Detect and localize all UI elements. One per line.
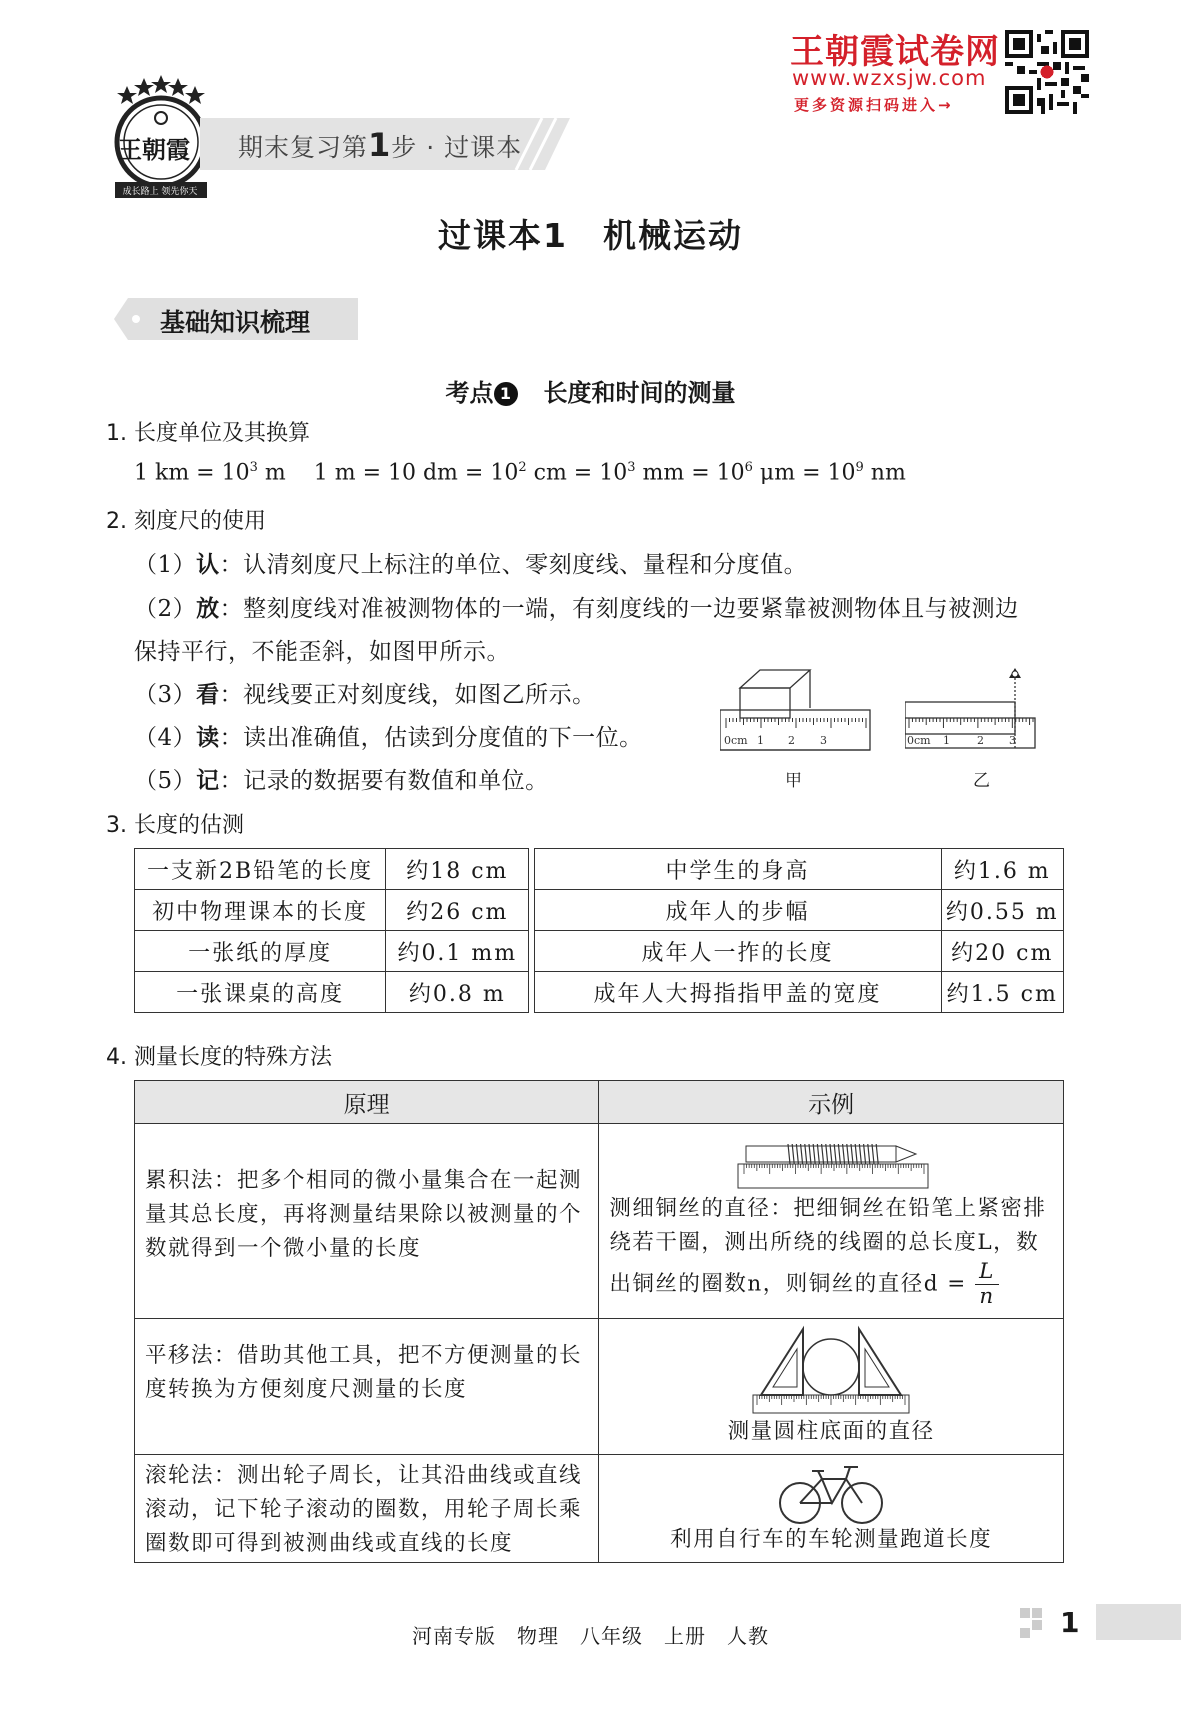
bicycle-icon	[776, 1459, 886, 1529]
method-example	[599, 1319, 1064, 1455]
brand-note: 更多资源扫码进入→	[794, 96, 954, 114]
usage-step: （4）读：读出准确值，估读到分度值的下一位。	[134, 725, 643, 751]
estimate-item: 成年人的步幅	[534, 890, 941, 931]
usage-step: （2）放：整刻度线对准被测物体的一端，有刻度线的一边要紧靠被测物体且与被测边	[134, 596, 1019, 622]
method-principle: 累积法：把多个相同的微小量集合在一起测量其总长度，再将测量结果除以被测量的个数就得到一个微小量的长度	[135, 1124, 599, 1319]
kaodian-number-badge: 1	[494, 382, 518, 406]
column-header-principle: 原理	[135, 1081, 599, 1124]
ruler-tick-label: 0cm	[724, 734, 748, 747]
estimate-row	[135, 890, 1064, 931]
kaodian-heading: 考点 1 长度和时间的测量	[445, 379, 736, 407]
ruler-tick-label: 1	[757, 734, 764, 747]
item-4-heading: 4. 测量长度的特殊方法	[106, 1045, 332, 1070]
estimate-row	[135, 972, 1064, 1013]
usage-step: （1）认：认清刻度尺上标注的单位、零刻度线、量程和分度值。	[134, 552, 808, 578]
estimate-row	[135, 931, 1064, 972]
item-1-heading: 1. 长度单位及其换算	[106, 421, 310, 446]
estimate-item: 成年人大拇指指甲盖的宽度	[534, 972, 941, 1013]
estimate-value: 约0.8 m	[386, 972, 529, 1013]
estimate-value: 约0.55 m	[941, 890, 1064, 931]
figure-ruler-placement	[720, 668, 890, 790]
page-corner-marks-icon	[1020, 1608, 1050, 1638]
estimate-value: 约1.6 m	[941, 849, 1064, 890]
ruler-tick-label: 3	[820, 734, 827, 747]
ruler-tick-label: 2	[977, 734, 984, 747]
estimate-item: 一张课桌的高度	[135, 972, 386, 1013]
item-2-heading: 2. 刻度尺的使用	[106, 509, 266, 534]
banner-label: 期末复习第1步 · 过课本	[238, 126, 523, 164]
figure-ruler-sightline	[905, 668, 1053, 790]
page-number: 1	[1060, 1606, 1080, 1639]
estimate-value: 约20 cm	[941, 931, 1064, 972]
estimate-row	[135, 849, 1064, 890]
method-principle: 平移法：借助其他工具，把不方便测量的长度转换为方便刻度尺测量的长度	[135, 1319, 599, 1455]
estimate-value: 约1.5 cm	[941, 972, 1064, 1013]
ruler-tick-label: 3	[1009, 734, 1016, 747]
triangle-cylinder-illustration	[751, 1325, 911, 1417]
estimate-item: 一张纸的厚度	[135, 931, 386, 972]
estimate-item: 一支新2B铅笔的长度	[135, 849, 386, 890]
estimate-value: 约0.1 mm	[386, 931, 529, 972]
estimate-item: 成年人一拃的长度	[534, 931, 941, 972]
ruler-tick-label: 2	[788, 734, 795, 747]
length-estimate-table	[134, 848, 1064, 1013]
page-title: 过课本1 机械运动	[438, 216, 743, 255]
figure-label-jia: 甲	[785, 771, 802, 790]
item-3-heading: 3. 长度的估测	[106, 813, 244, 838]
ruler-tick-label: 0cm	[907, 734, 931, 747]
estimate-value: 约18 cm	[386, 849, 529, 890]
footer-edition: 河南专版 物理 八年级 上册 人教	[412, 1624, 769, 1648]
method-principle: 滚轮法：测出轮子周长，让其沿曲线或直线滚动，记下轮子滚动的圈数，用轮子周长乘圈数即可得到被测曲线或直线的长度	[135, 1455, 599, 1563]
estimate-item: 初中物理课本的长度	[135, 890, 386, 931]
logo-text: 王朝霞	[118, 135, 190, 164]
method-example	[599, 1455, 1064, 1563]
method-example: 测细铜丝的直径：把细铜丝在铅笔上紧密排绕若干圈，测出所绕的线圈的总长度L，数出铜丝的圈数n，则铜丝的直径d = $\frac{L}{n}$	[599, 1124, 1064, 1319]
fraction-L-over-n: $\frac{L}{n}$	[975, 1260, 999, 1309]
usage-step: （3）看：视线要正对刻度线，如图乙所示。	[134, 682, 596, 708]
logo-slogan: 成长路上 领先你天	[122, 187, 198, 197]
estimate-value: 约26 cm	[386, 890, 529, 931]
example-caption: 测量圆柱底面的直径	[727, 1419, 935, 1444]
unit-conversion-formula: 1 km = $10^3$ m 1 m = 10 dm = $10^2$ cm = $10^3$ mm = $10^6$ $\mu m = 10^9$ nm	[134, 460, 906, 486]
section-tag: 基础知识梳理	[160, 308, 311, 337]
figure-label-yi: 乙	[973, 771, 990, 790]
ruler-tick-label: 1	[943, 734, 950, 747]
brand-url[interactable]: www.wzxsjw.com	[792, 66, 987, 90]
estimate-item: 中学生的身高	[534, 849, 941, 890]
example-caption: 利用自行车的车轮测量跑道长度	[670, 1527, 993, 1552]
special-methods-table	[134, 1080, 1064, 1563]
brand-title: 王朝霞试卷网	[790, 32, 1000, 72]
qr-code-icon[interactable]	[1005, 30, 1089, 114]
usage-step-continued: 保持平行，不能歪斜，如图甲所示。	[134, 639, 510, 665]
page-number-bar	[1096, 1604, 1181, 1640]
column-header-example: 示例	[599, 1081, 1064, 1124]
usage-step: （5）记：记录的数据要有数值和单位。	[134, 768, 549, 794]
pencil-coil-ruler-illustration	[726, 1132, 936, 1194]
